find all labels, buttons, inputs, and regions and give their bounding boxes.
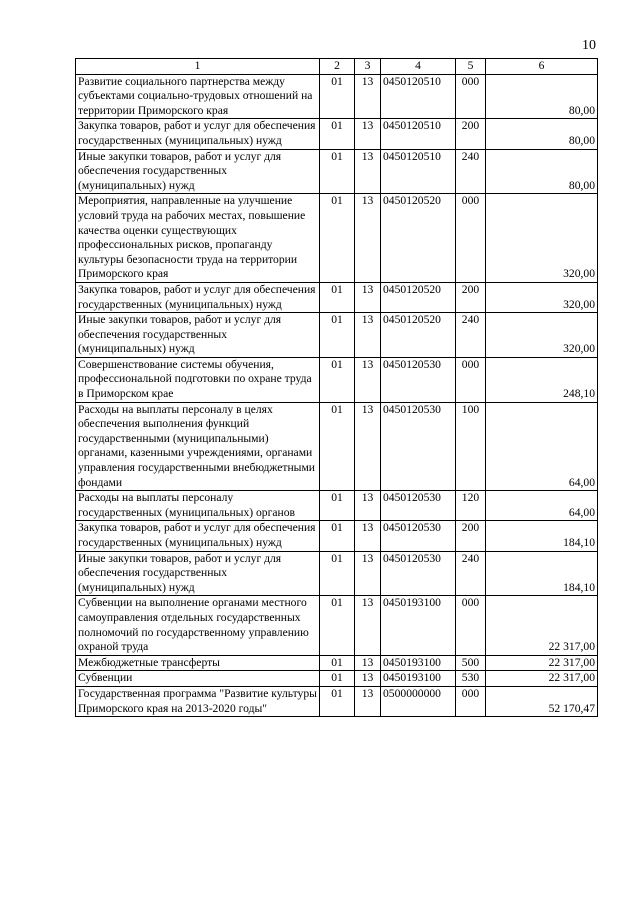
row-amount: 184,10 (486, 551, 598, 596)
table-row (76, 551, 598, 596)
row-amount: 80,00 (486, 74, 598, 119)
row-expense-type: 100 (456, 402, 486, 491)
row-amount: 320,00 (486, 194, 598, 283)
budget-table (75, 58, 598, 717)
row-subsection: 13 (355, 119, 381, 149)
header-col-2: 2 (320, 59, 355, 75)
table-row (76, 655, 598, 671)
row-expense-type: 200 (456, 119, 486, 149)
row-name: Закупка товаров, работ и услуг для обеспечения государственных (муниципальных) нужд (76, 119, 320, 149)
row-expense-type: 120 (456, 491, 486, 521)
row-section: 01 (320, 686, 355, 716)
row-section: 01 (320, 313, 355, 358)
table-row (76, 402, 598, 491)
row-name: Совершенствование системы обучения, профессиональной подготовки по охране труда в Приморском крае (76, 357, 320, 402)
row-amount: 22 317,00 (486, 655, 598, 671)
table-row (76, 119, 598, 149)
row-subsection: 13 (355, 655, 381, 671)
row-name: Иные закупки товаров, работ и услуг для обеспечения государственных (муниципальных) нужд (76, 149, 320, 194)
header-col-4: 4 (381, 59, 456, 75)
row-section: 01 (320, 149, 355, 194)
row-name: Субвенции на выполнение органами местного самоуправления отдельных государственных полномочий по государственному управлению охраной труда (76, 596, 320, 655)
row-amount: 64,00 (486, 491, 598, 521)
row-name: Мероприятия, направленные на улучшение условий труда на рабочих местах, повышение качества оценки существующих профессиональных рисков, пропаганду культуры безопасности труда на территории Приморского края (76, 194, 320, 283)
row-amount: 320,00 (486, 313, 598, 358)
table-header-row (76, 59, 598, 75)
header-col-3: 3 (355, 59, 381, 75)
row-expense-type: 000 (456, 194, 486, 283)
table-row (76, 313, 598, 358)
row-subsection: 13 (355, 313, 381, 358)
row-subsection: 13 (355, 551, 381, 596)
row-section: 01 (320, 671, 355, 687)
row-section: 01 (320, 119, 355, 149)
header-col-6: 6 (486, 59, 598, 75)
table-row (76, 194, 598, 283)
row-section: 01 (320, 357, 355, 402)
row-subsection: 13 (355, 357, 381, 402)
row-amount: 184,10 (486, 521, 598, 551)
row-subsection: 13 (355, 521, 381, 551)
row-target-code: 0450120510 (381, 149, 456, 194)
table-body (76, 74, 598, 717)
row-amount: 22 317,00 (486, 596, 598, 655)
row-amount: 52 170,47 (486, 686, 598, 716)
row-target-code: 0450193100 (381, 671, 456, 687)
row-target-code: 0450120530 (381, 402, 456, 491)
row-subsection: 13 (355, 149, 381, 194)
row-name: Иные закупки товаров, работ и услуг для обеспечения государственных (муниципальных) нужд (76, 313, 320, 358)
row-expense-type: 240 (456, 149, 486, 194)
row-expense-type: 000 (456, 686, 486, 716)
row-target-code: 0450120510 (381, 119, 456, 149)
row-target-code: 0450120510 (381, 74, 456, 119)
row-subsection: 13 (355, 686, 381, 716)
row-subsection: 13 (355, 491, 381, 521)
row-section: 01 (320, 596, 355, 655)
table-row (76, 149, 598, 194)
row-target-code: 0450120530 (381, 521, 456, 551)
table-row (76, 686, 598, 716)
row-expense-type: 500 (456, 655, 486, 671)
row-name: Закупка товаров, работ и услуг для обеспечения государственных (муниципальных) нужд (76, 282, 320, 312)
page-number: 10 (582, 38, 596, 53)
row-expense-type: 240 (456, 551, 486, 596)
row-target-code: 0450120530 (381, 491, 456, 521)
row-subsection: 13 (355, 282, 381, 312)
row-target-code: 0500000000 (381, 686, 456, 716)
row-name: Межбюджетные трансферты (76, 655, 320, 671)
row-subsection: 13 (355, 402, 381, 491)
row-section: 01 (320, 402, 355, 491)
row-expense-type: 200 (456, 521, 486, 551)
table-row (76, 671, 598, 687)
row-section: 01 (320, 551, 355, 596)
header-col-5: 5 (456, 59, 486, 75)
row-target-code: 0450120530 (381, 357, 456, 402)
row-section: 01 (320, 194, 355, 283)
row-target-code: 0450120520 (381, 313, 456, 358)
row-subsection: 13 (355, 596, 381, 655)
row-amount: 80,00 (486, 119, 598, 149)
table-row (76, 521, 598, 551)
row-expense-type: 530 (456, 671, 486, 687)
row-subsection: 13 (355, 671, 381, 687)
row-amount: 64,00 (486, 402, 598, 491)
row-name: Расходы на выплаты персоналу государственных (муниципальных) органов (76, 491, 320, 521)
table-row (76, 74, 598, 119)
row-target-code: 0450120520 (381, 282, 456, 312)
row-section: 01 (320, 491, 355, 521)
row-section: 01 (320, 282, 355, 312)
row-expense-type: 000 (456, 357, 486, 402)
row-section: 01 (320, 74, 355, 119)
row-section: 01 (320, 521, 355, 551)
header-col-1: 1 (76, 59, 320, 75)
row-target-code: 0450120530 (381, 551, 456, 596)
table-row (76, 282, 598, 312)
row-subsection: 13 (355, 194, 381, 283)
table-row (76, 357, 598, 402)
row-expense-type: 200 (456, 282, 486, 312)
row-subsection: 13 (355, 74, 381, 119)
row-amount: 22 317,00 (486, 671, 598, 687)
row-target-code: 0450193100 (381, 655, 456, 671)
row-name: Закупка товаров, работ и услуг для обеспечения государственных (муниципальных) нужд (76, 521, 320, 551)
row-name: Развитие социального партнерства между субъектами социально-трудовых отношений на территории Приморского края (76, 74, 320, 119)
row-expense-type: 000 (456, 596, 486, 655)
row-section: 01 (320, 655, 355, 671)
row-name: Расходы на выплаты персоналу в целях обеспечения выполнения функций государственными (муниципальными) органами, казенными учреждениями, органами управления государственными внебюджетными фондами (76, 402, 320, 491)
table-row (76, 491, 598, 521)
row-target-code: 0450193100 (381, 596, 456, 655)
row-target-code: 0450120520 (381, 194, 456, 283)
table-row (76, 596, 598, 655)
row-amount: 80,00 (486, 149, 598, 194)
row-amount: 320,00 (486, 282, 598, 312)
row-amount: 248,10 (486, 357, 598, 402)
row-name: Субвенции (76, 671, 320, 687)
row-name: Иные закупки товаров, работ и услуг для обеспечения государственных (муниципальных) нужд (76, 551, 320, 596)
row-expense-type: 000 (456, 74, 486, 119)
row-expense-type: 240 (456, 313, 486, 358)
row-name: Государственная программа "Развитие культуры Приморского края на 2013-2020 годы" (76, 686, 320, 716)
